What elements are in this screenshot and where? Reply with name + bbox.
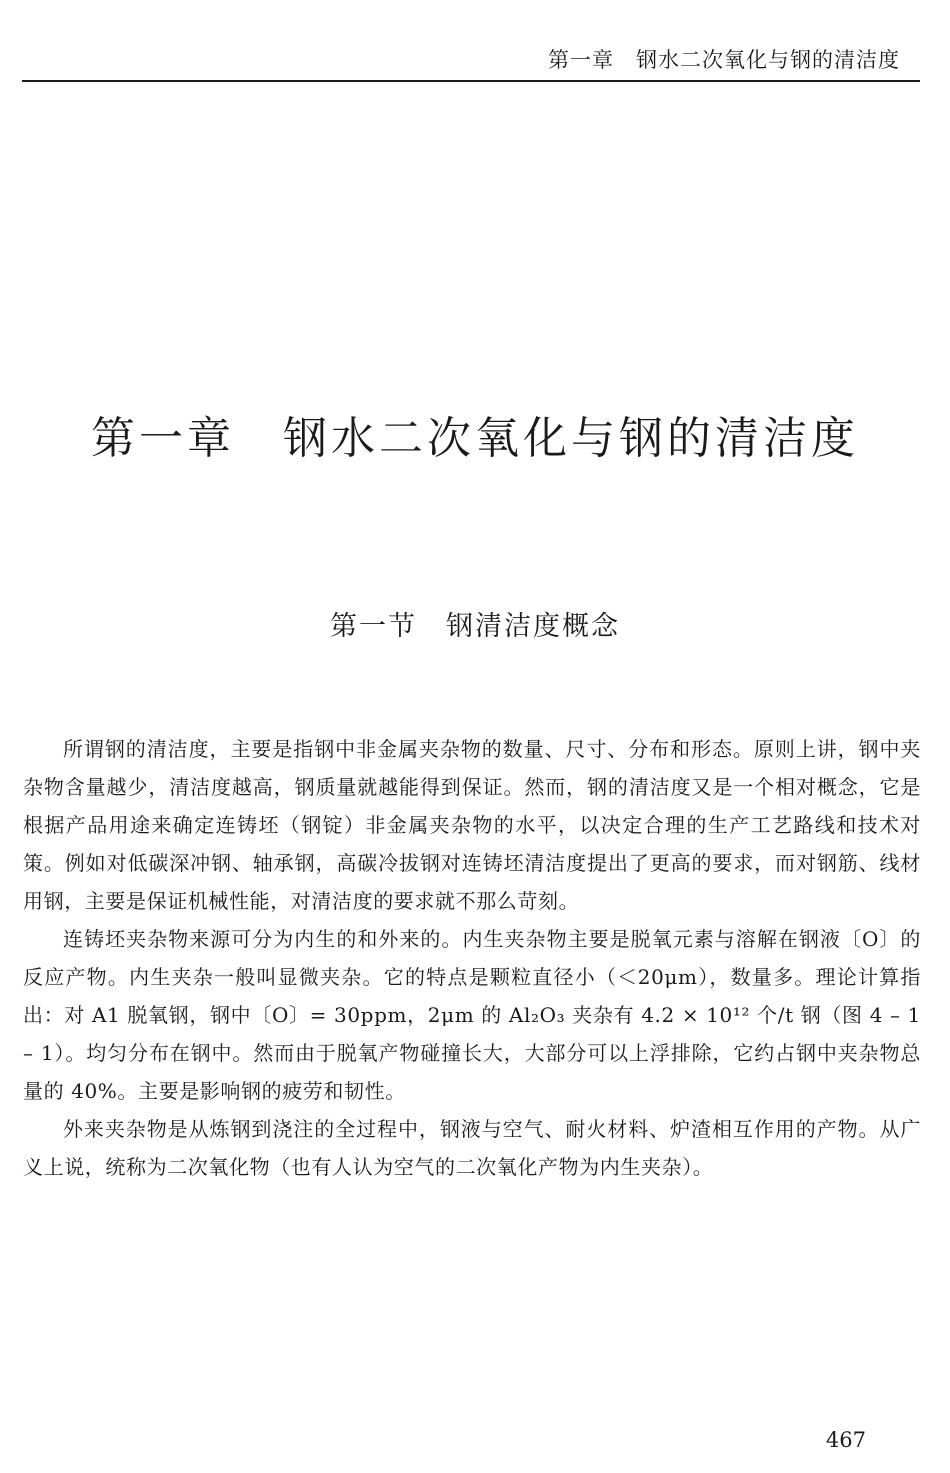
section-title: 第一节 钢清洁度概念	[330, 611, 620, 642]
paragraph-definition: 所谓钢的清洁度，主要是指钢中非金属夹杂物的数量、尺寸、分布和形态。原则上讲，钢中夹杂物含量越少，清洁度越高，钢质量就越能得到保证。然而，钢的清洁度又是一个相对概念，它是根据产品用途来确定连铸坯（钢锭）非金属夹杂物的水平，以决定合理的生产工艺路线和技术对策。例如对低碳深冲钢、轴承钢，高碳冷拔钢对连铸坯清洁度提出了更高的要求，而对钢筋、线材用钢，主要是保证机械性能，对清洁度的要求就不那么苛刻。	[23, 737, 921, 913]
page-number: 467	[825, 1428, 866, 1452]
body-text	[23, 730, 921, 1186]
running-header: 第一章 钢水二次氧化与钢的清洁度	[548, 48, 900, 72]
header-rule	[22, 80, 920, 82]
paragraph-endogenous-inclusions: 连铸坯夹杂物来源可分为内生的和外来的。内生夹杂物主要是脱氧元素与溶解在钢液〔O〕的反应产物。内生夹杂一般叫显微夹杂。它的特点是颗粒直径小（＜20μm），数量多。理论计算指出：对 A1 脱氧钢，钢中〔O〕= 30ppm，2μm 的 Al₂O₃ 夹杂有 4.2 × 10¹² 个/t 钢（图 4 – 1 – 1）。均匀分布在钢中。然而由于脱氧产物碰撞长大，大部分可以上浮排除，它约占钢中夹杂物总量的 40%。主要是影响钢的疲劳和韧性。	[23, 927, 921, 1103]
paragraph-exogenous-inclusions: 外来夹杂物是从炼钢到浇注的全过程中，钢液与空气、耐火材料、炉渣相互作用的产物。从广义上说，统称为二次氧化物（也有人认为空气的二次氧化产物为内生夹杂）。	[23, 1117, 921, 1179]
chapter-title: 第一章 钢水二次氧化与钢的清洁度	[91, 413, 859, 464]
